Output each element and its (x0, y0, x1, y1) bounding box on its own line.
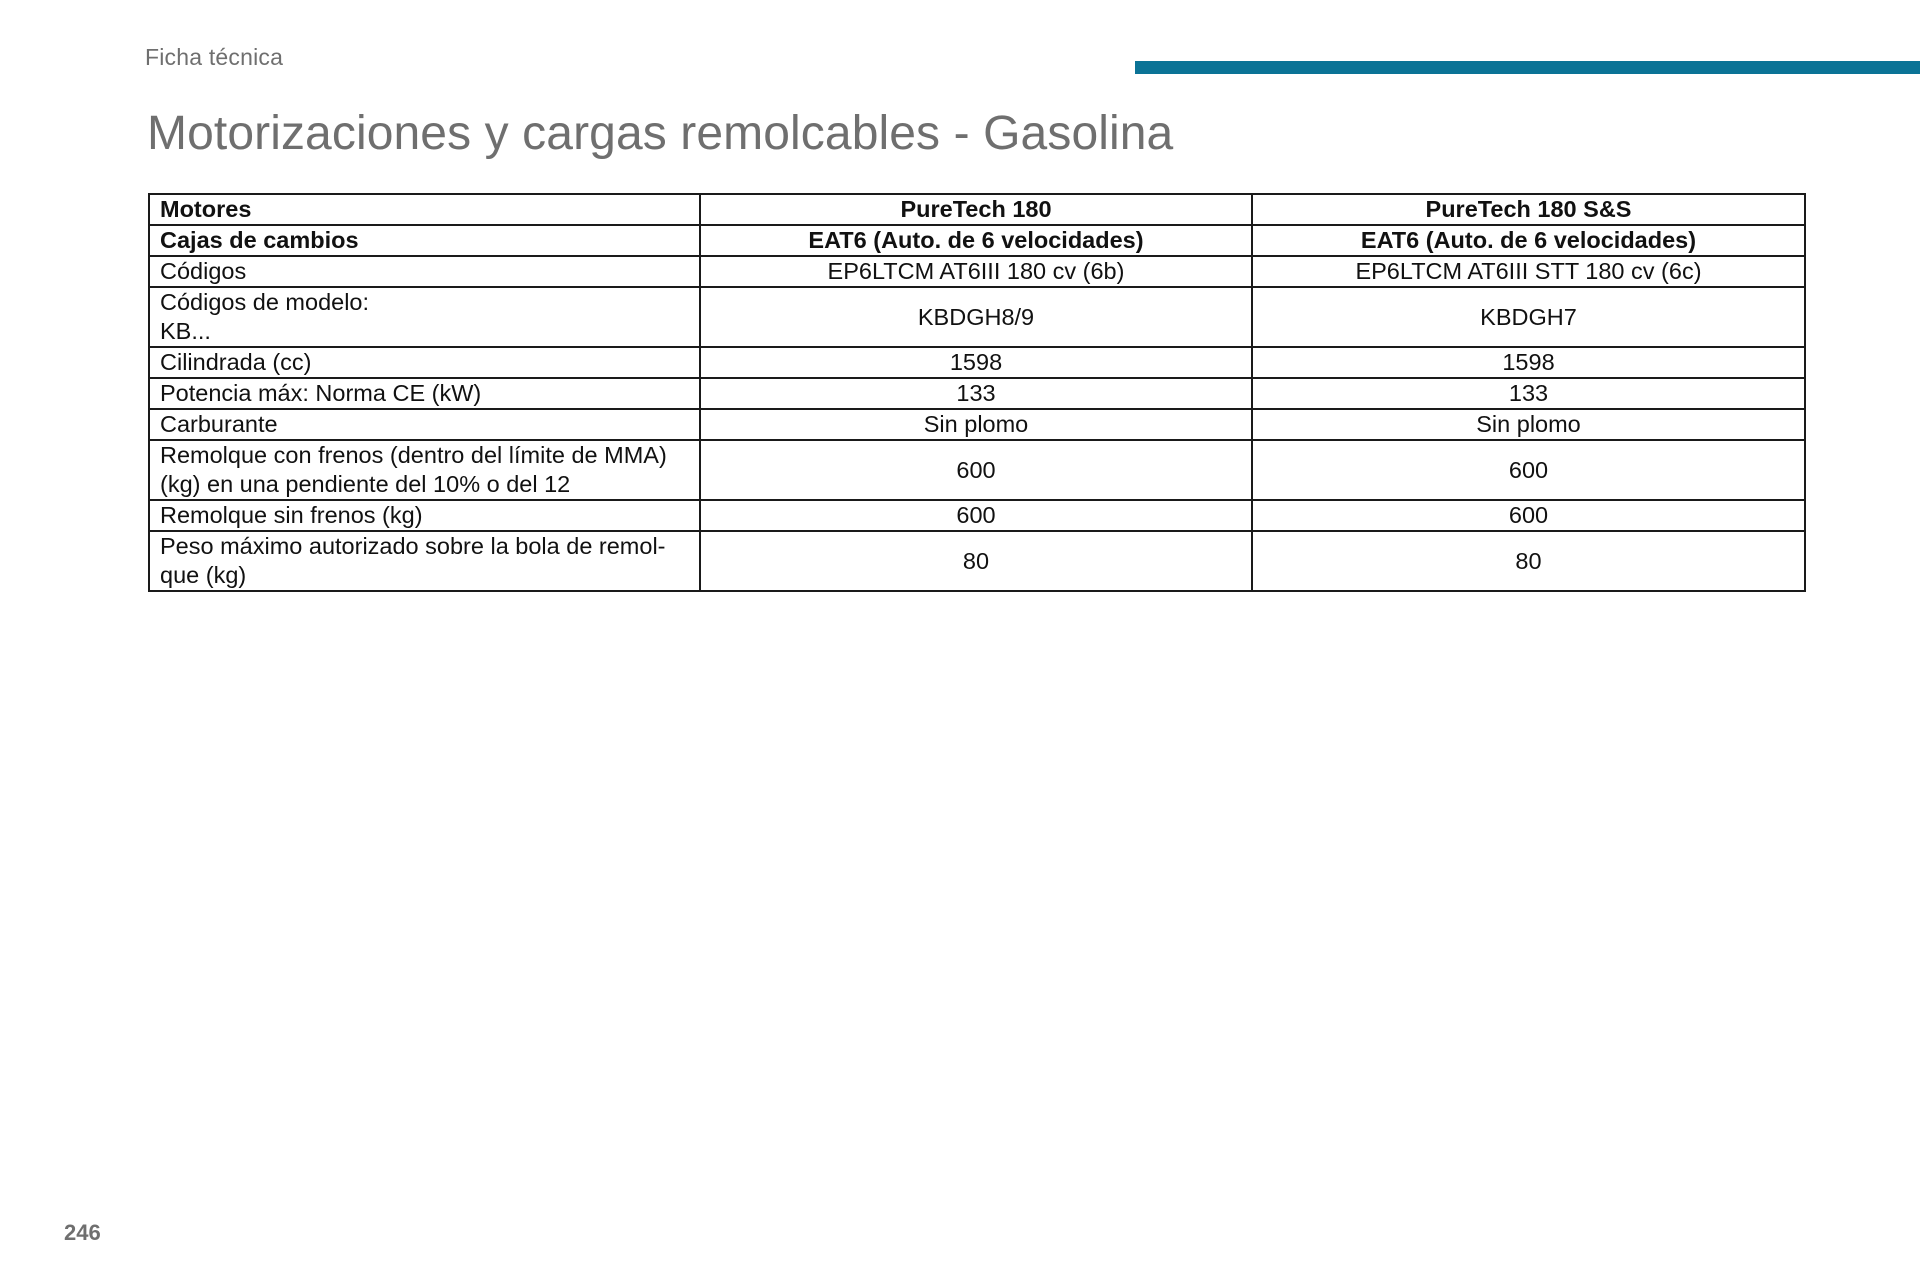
row-label-line: Peso máximo autorizado sobre la bola de remol- (160, 533, 666, 559)
row-label (149, 531, 700, 591)
row-label: Carburante (149, 409, 700, 440)
row-label-line: que (kg) (160, 562, 247, 588)
table-cell: 600 (1252, 500, 1805, 531)
table-header-row (149, 194, 1805, 225)
table-row (149, 500, 1805, 531)
row-label: Potencia máx: Norma CE (kW) (149, 378, 700, 409)
table-cell: 80 (700, 531, 1252, 591)
specs-table (148, 193, 1806, 592)
table-cell: 133 (700, 378, 1252, 409)
table-cell: EAT6 (Auto. de 6 velocidades) (700, 225, 1252, 256)
table-cell: EP6LTCM AT6III 180 cv (6b) (700, 256, 1252, 287)
row-label: Motores (149, 194, 700, 225)
table-row (149, 256, 1805, 287)
page-title: Motorizaciones y cargas remolcables - Gasolina (147, 107, 1174, 160)
table-cell: Sin plomo (700, 409, 1252, 440)
page-number: 246 (64, 1220, 101, 1245)
table-cell: 600 (700, 440, 1252, 500)
table-cell: 600 (1252, 440, 1805, 500)
table-row (149, 287, 1805, 347)
table-cell: Sin plomo (1252, 409, 1805, 440)
row-label: Códigos (149, 256, 700, 287)
row-label: Cilindrada (cc) (149, 347, 700, 378)
table-cell: EP6LTCM AT6III STT 180 cv (6c) (1252, 256, 1805, 287)
table-row (149, 378, 1805, 409)
row-label (149, 287, 700, 347)
row-label-line: KB... (160, 318, 211, 344)
row-label: Remolque sin frenos (kg) (149, 500, 700, 531)
table-row (149, 409, 1805, 440)
table-row (149, 440, 1805, 500)
table-row (149, 347, 1805, 378)
row-label: Cajas de cambios (149, 225, 700, 256)
gearbox-row (149, 225, 1805, 256)
engine-column-header: PureTech 180 S&S (1252, 194, 1805, 225)
header-accent-bar (1135, 61, 1920, 74)
row-label-line: Códigos de modelo: (160, 289, 370, 315)
table-cell: 1598 (700, 347, 1252, 378)
table-cell: 133 (1252, 378, 1805, 409)
table-cell: 600 (700, 500, 1252, 531)
table-cell: KBDGH7 (1252, 287, 1805, 347)
table-cell: 80 (1252, 531, 1805, 591)
row-label-line: Remolque con frenos (dentro del límite de MMA) (160, 442, 667, 468)
engine-column-header: PureTech 180 (700, 194, 1252, 225)
row-label (149, 440, 700, 500)
section-label: Ficha técnica (145, 44, 284, 70)
row-label-line: (kg) en una pendiente del 10% o del 12 (160, 471, 571, 497)
table-cell: KBDGH8/9 (700, 287, 1252, 347)
table-cell: 1598 (1252, 347, 1805, 378)
table-cell: EAT6 (Auto. de 6 velocidades) (1252, 225, 1805, 256)
table-row (149, 531, 1805, 591)
